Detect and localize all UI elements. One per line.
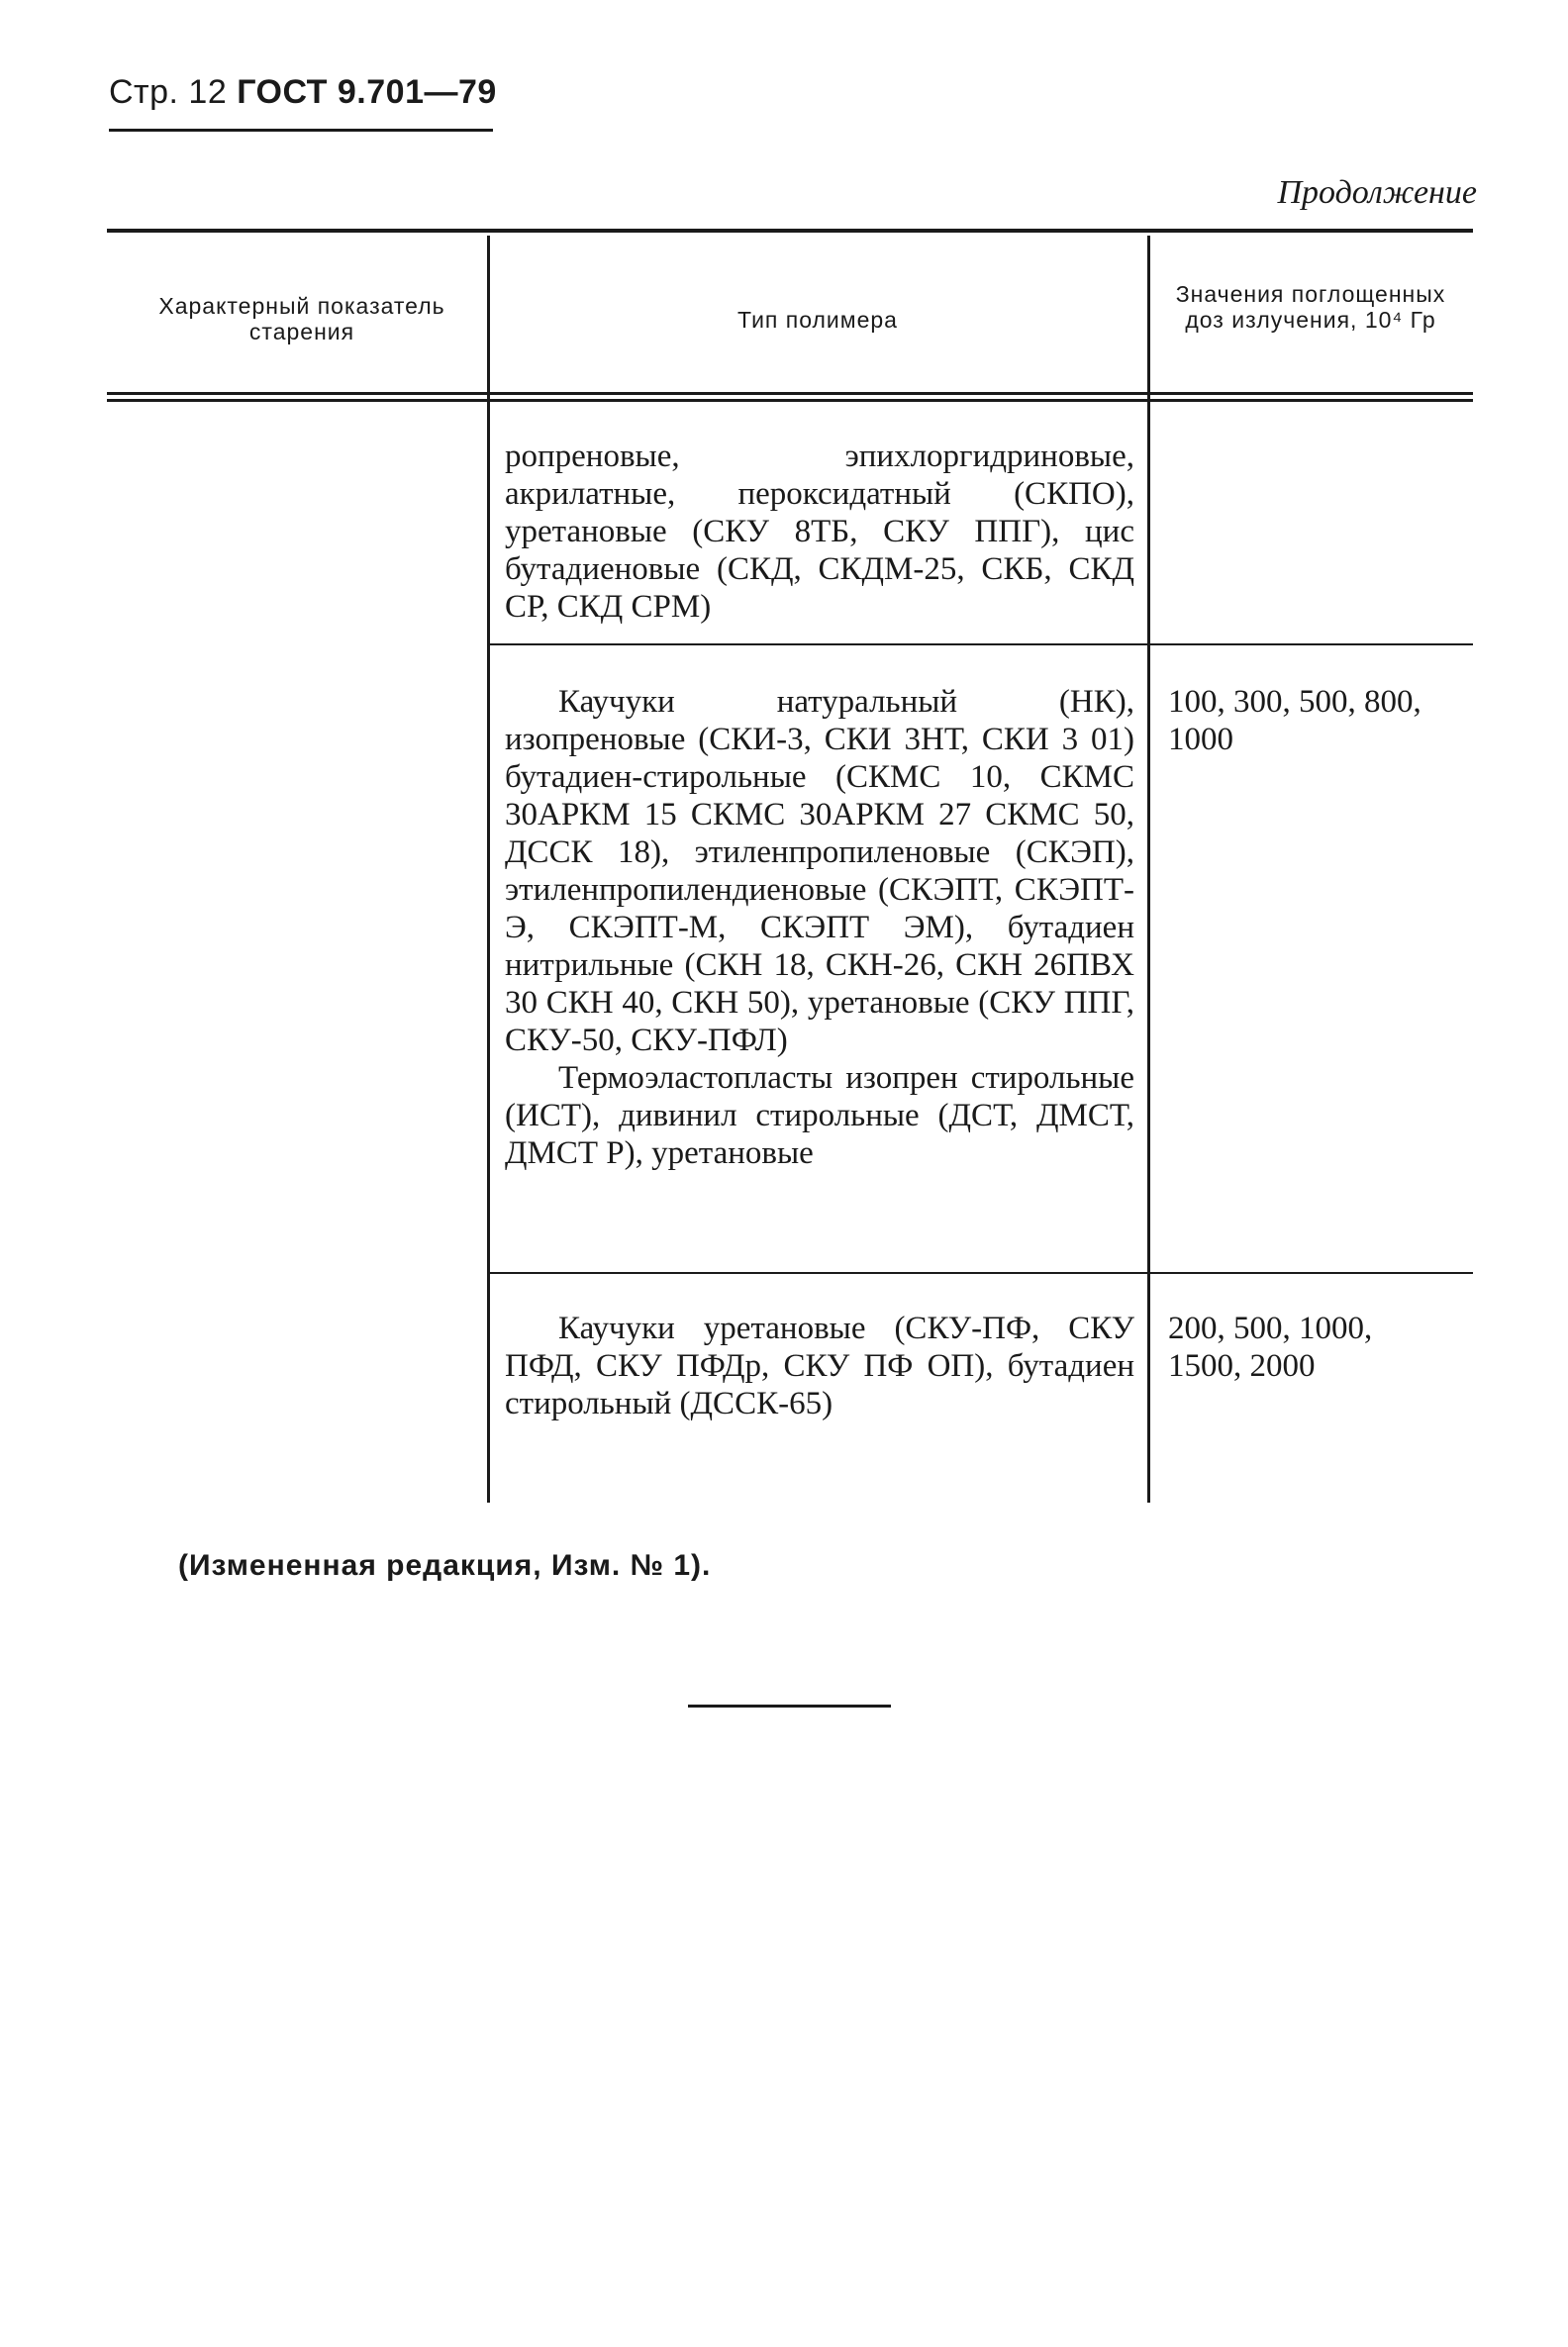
polymer-cell: Каучуки натуральный (НК), изопреновые (СКИ-3, СКИ 3НТ, СКИ 3 01) бутадиен-стирольные (СКМС 10, СКМС 30АРКМ 15 СКМС 30АРКМ 27 СКМС 50, ДССК 18), этиленпропиленовые (СКЭП), этиленпропилендиеновые (СКЭПТ, СКЭПТ-Э, СКЭПТ-М, СКЭПТ ЭМ), бутадиен нитрильные (СКН 18, СКН-26, СКН 26ПВХ 30 СКН 40, СКН 50), уретановые (СКУ ППГ, СКУ-50, СКУ-ПФЛ) bbox=[505, 684, 1134, 1058]
end-of-section-rule bbox=[688, 1705, 891, 1708]
row-separator-2 bbox=[489, 1272, 1473, 1274]
header-underline bbox=[109, 129, 493, 132]
amendment-note: (Измененная редакция, Изм. № 1). bbox=[178, 1549, 712, 1582]
polymer-cell-extra: Термоэластопласты изопрен стирольные (ИСТ), дивинил стирольные (ДСТ, ДМСТ, ДМСТ Р), уретановые bbox=[505, 1060, 1134, 1171]
column-header-doses: Значения поглощенных доз излучения, 10⁴ Гр bbox=[1175, 281, 1446, 333]
continuation-label: Продолжение bbox=[1277, 174, 1477, 211]
dose-cell: 100, 300, 500, 800, 1000 bbox=[1168, 684, 1421, 757]
table-row bbox=[505, 683, 1134, 1172]
table-row bbox=[505, 438, 1134, 626]
table-row bbox=[505, 1310, 1134, 1422]
table-header-rule-2 bbox=[107, 399, 1473, 402]
column-header-polymer: Тип полимера bbox=[737, 307, 898, 333]
column-divider-1 bbox=[487, 236, 490, 1503]
polymer-cell: Каучуки уретановые (СКУ-ПФ, СКУ ПФД, СКУ ПФДр, СКУ ПФ ОП), бутадиен стирольный (ДССК-65) bbox=[505, 1311, 1134, 1421]
polymer-cell: ропреновые, эпихлоргидриновые, акрилатные, пероксидатный (СКПО), уретановые (СКУ 8ТБ, СКУ ППГ), цис бутадиеновые (СКД, СКДМ-25, СКБ, СКД СР, СКД СРМ) bbox=[505, 439, 1134, 625]
standard-number: ГОСТ 9.701—79 bbox=[237, 73, 497, 111]
dose-cell: 200, 500, 1000, 1500, 2000 bbox=[1168, 1311, 1373, 1384]
page-header bbox=[109, 73, 497, 112]
column-divider-2 bbox=[1147, 236, 1150, 1503]
page-number: Стр. 12 bbox=[109, 73, 228, 111]
table-top-rule bbox=[107, 229, 1473, 233]
table-header-rule-1 bbox=[107, 392, 1473, 395]
row-separator-1 bbox=[489, 643, 1473, 645]
column-header-indicator: Характерный показатель старения bbox=[158, 293, 445, 344]
